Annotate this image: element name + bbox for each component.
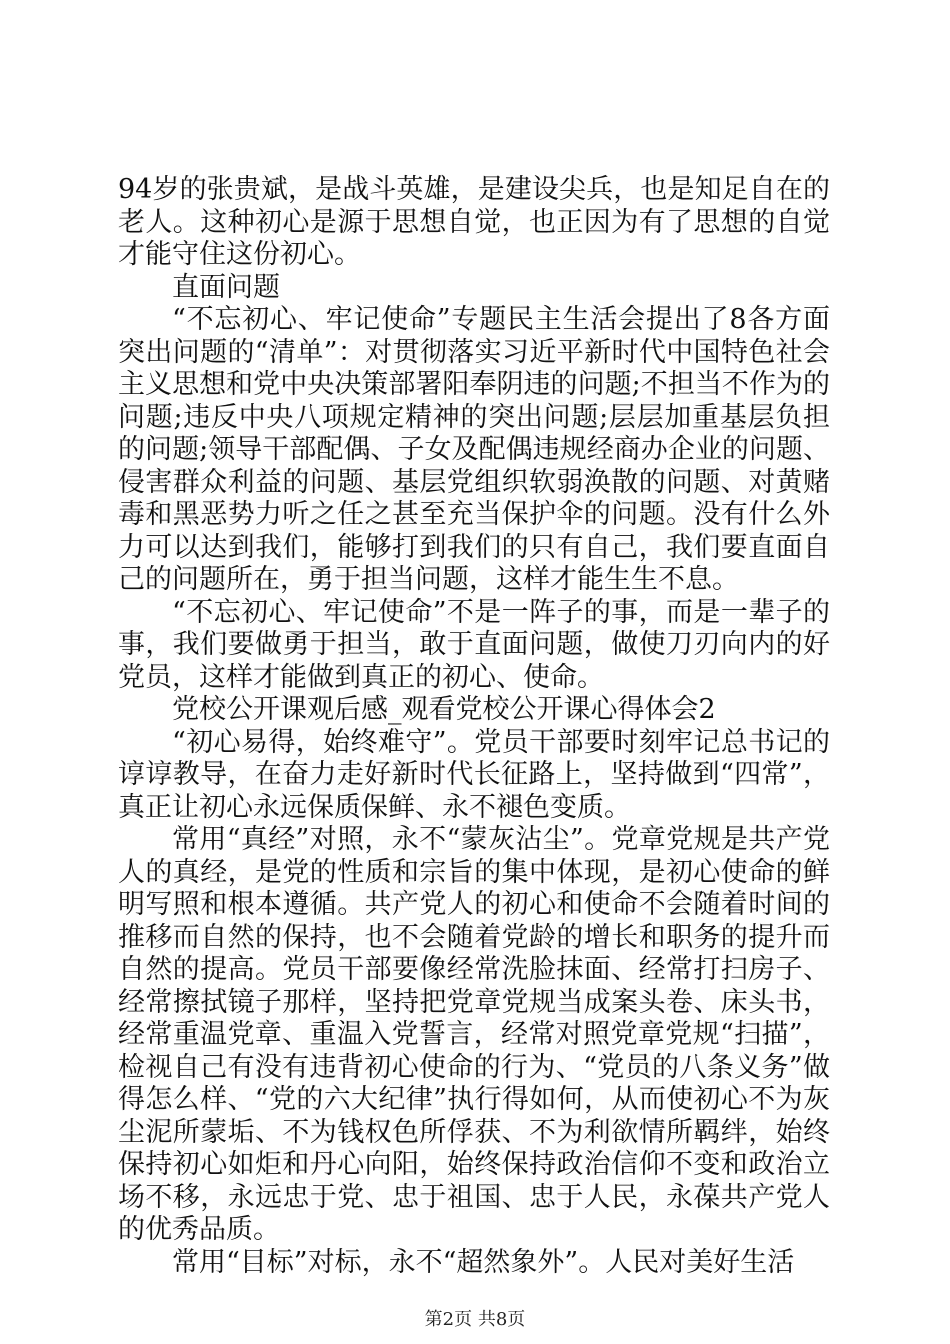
document-body (118, 174, 830, 1279)
page-footer: 第2页 共8页 (424, 1309, 526, 1330)
section-heading: 直面问题 (172, 271, 280, 303)
paragraph: “初心易得，始终难守”。党员干部要时刻牢记总书记的谆谆教导，在奋力走好新时代长征路上，坚持做到“四常”，真正让初心永远保质保鲜、永不褪色变质。 (118, 726, 830, 823)
paragraph: 常用“目标”对标，永不“超然象外”。人民对美好生活 (172, 1246, 795, 1278)
paragraph: 94岁的张贵斌，是战斗英雄，是建设尖兵，也是知足自在的老人。这种初心是源于思想自觉，也正因为有了思想的自觉才能守住这份初心。 (118, 174, 830, 270)
paragraph: “不忘初心、牢记使命”不是一阵子的事，而是一辈子的事，我们要做勇于担当，敢于直面问题，做使刀刃向内的好党员，这样才能做到真正的初心、使命。 (118, 596, 830, 693)
article-title: 党校公开课观后感_观看党校公开课心得体会2 (172, 694, 716, 725)
paragraph: “不忘初心、牢记使命”专题民主生活会提出了8各方面突出问题的“清单”：对贯彻落实习近平新时代中国特色社会主义思想和党中央决策部署阳奉阴违的问题;不担当不作为的问题;违反中央八项规定精神的突出问题;层层加重基层负担的问题;领导干部配偶、子女及配偶违规经商办企业的问题、侵害群众利益的问题、基层党组织软弱涣散的问题、对黄赌毒和黑恶势力听之任之甚至充当保护伞的问题。没有什么外力可以达到我们，能够打到我们的只有自己，我们要直面自己的问题所在，勇于担当问题，这样才能生生不息。 (118, 304, 830, 595)
paragraph: 常用“真经”对照，永不“蒙灰沾尘”。党章党规是共产党人的真经，是党的性质和宗旨的集中体现，是初心使命的鲜明写照和根本遵循。共产党人的初心和使命不会随着时间的推移而自然的保持，也不会随着党龄的增长和职务的提升而自然的提高。党员干部要像经常洗脸抹面、经常打扫房子、经常擦拭镜子那样，坚持把党章党规当成案头卷、床头书，经常重温党章、重温入党誓言，经常对照党章党规“扫描”，检视自己有没有违背初心使命的行为、“党员的八条义务”做得怎么样、“党的六大纪律”执行得如何，从而使初心不为灰尘泥所蒙垢、不为钱权色所俘获、不为利欲情所羁绊，始终保持初心如炬和丹心向阳，始终保持政治信仰不变和政治立场不移，永远忠于党、忠于祖国、忠于人民，永葆共产党人的优秀品质。 (118, 824, 830, 1245)
